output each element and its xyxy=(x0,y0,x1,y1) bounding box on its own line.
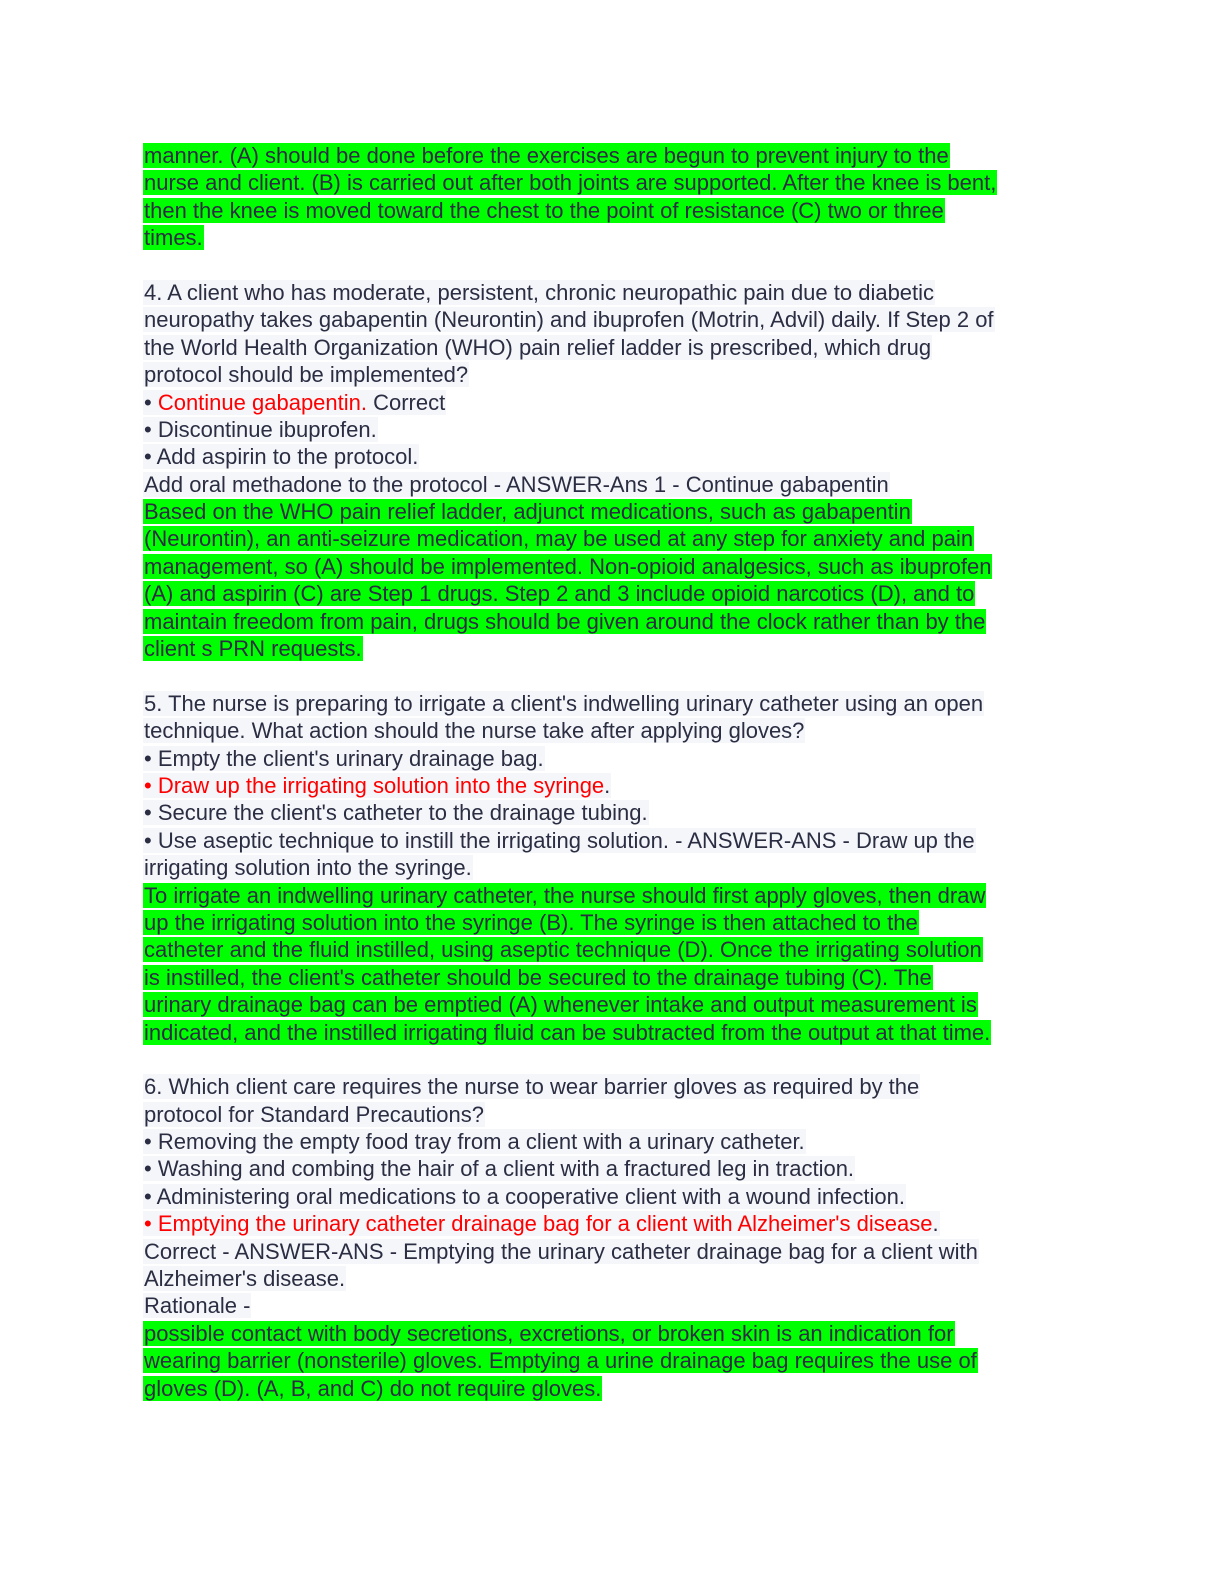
question-text: technique. What action should the nurse take after applying gloves? xyxy=(144,718,805,744)
rationale-line: maintain freedom from pain, drugs should be given around the clock rather than by the xyxy=(144,608,986,634)
rationale-line: wearing barrier (nonsterile) gloves. Emptying a urine drainage bag requires the use of xyxy=(144,1348,977,1374)
rationale-line: is instilled, the client's catheter should be secured to the drainage tubing (C). The xyxy=(144,964,932,990)
option: • Use aseptic technique to instill the irrigating solution. - ANSWER-ANS - Draw up the xyxy=(144,827,975,853)
correct-label: Correct xyxy=(367,389,446,415)
rationale-line: up the irrigating solution into the syringe (B). The syringe is then attached to the xyxy=(144,909,918,935)
question-text: 4. A client who has moderate, persistent, chronic neuropathic pain due to diabetic xyxy=(144,279,935,305)
rationale-line: indicated, and the instilled irrigating fluid can be subtracted from the output at that time. xyxy=(144,1019,991,1045)
answer-line: Correct - ANSWER-ANS - Emptying the urinary catheter drainage bag for a client with xyxy=(144,1238,978,1264)
rationale-label: Rationale - xyxy=(144,1293,251,1319)
rationale-line: then the knee is moved toward the chest to the point of resistance (C) two or three xyxy=(144,197,944,223)
rationale-line: nurse and client. (B) is carried out after both joints are supported. After the knee is bent, xyxy=(144,170,997,196)
option-period: . xyxy=(932,1211,939,1237)
answer-line: Add oral methadone to the protocol - ANSWER-Ans 1 - Continue gabapentin xyxy=(144,471,889,497)
rationale-line: possible contact with body secretions, excretions, or broken skin is an indication for xyxy=(144,1320,954,1346)
rationale-line: To irrigate an indwelling urinary catheter, the nurse should first apply gloves, then draw xyxy=(144,882,986,908)
option: • Empty the client's urinary drainage bag. xyxy=(144,745,544,771)
option: • Add aspirin to the protocol. xyxy=(144,444,419,470)
question-text: the World Health Organization (WHO) pain relief ladder is prescribed, which drug xyxy=(144,334,932,360)
answer-line: irrigating solution into the syringe. xyxy=(144,855,472,881)
rationale-line: manner. (A) should be done before the exercises are begun to prevent injury to the xyxy=(144,143,949,168)
option: • Washing and combing the hair of a client with a fractured leg in traction. xyxy=(144,1156,855,1182)
option-correct xyxy=(143,1211,940,1236)
question-text: neuropathy takes gabapentin (Neurontin) and ibuprofen (Motrin, Advil) daily. If Step 2 of xyxy=(144,307,994,333)
rationale-line: Based on the WHO pain relief ladder, adjunct medications, such as gabapentin xyxy=(144,499,911,525)
option-period: . xyxy=(604,772,611,798)
option: • Administering oral medications to a cooperative client with a wound infection. xyxy=(144,1183,905,1209)
option-correct xyxy=(143,390,446,415)
option: • Secure the client's catheter to the drainage tubing. xyxy=(144,800,648,826)
option: • Removing the empty food tray from a client with a urinary catheter. xyxy=(144,1129,805,1155)
rationale-line: urinary drainage bag can be emptied (A) whenever intake and output measurement is xyxy=(144,992,977,1018)
rationale-line: client s PRN requests. xyxy=(144,636,362,662)
option: • Discontinue ibuprofen. xyxy=(144,416,377,442)
correct-answer-text: Continue gabapentin. xyxy=(157,389,367,415)
rationale-line: (Neurontin), an anti-seizure medication, may be used at any step for anxiety and pain xyxy=(144,526,974,552)
option-bullet: • xyxy=(144,389,158,415)
rationale-line: (A) and aspirin (C) are Step 1 drugs. Step 2 and 3 include opioid narcotics (D), and to xyxy=(144,581,975,607)
correct-answer-text: • Draw up the irrigating solution into the syringe xyxy=(144,772,605,798)
rationale-line: gloves (D). (A, B, and C) do not require gloves. xyxy=(144,1375,602,1401)
question-5 xyxy=(143,690,1083,1046)
q3-rationale-continuation xyxy=(143,142,1083,252)
question-text: 6. Which client care requires the nurse to wear barrier gloves as required by the xyxy=(144,1074,920,1100)
question-text: protocol should be implemented? xyxy=(144,362,469,388)
correct-answer-text: • Emptying the urinary catheter drainage bag for a client with Alzheimer's disease xyxy=(144,1211,933,1237)
rationale-line: management, so (A) should be implemented. Non-opioid analgesics, such as ibuprofen xyxy=(144,553,992,579)
document-page xyxy=(143,142,1083,1402)
answer-line: Alzheimer's disease. xyxy=(144,1266,346,1292)
question-4 xyxy=(143,279,1083,662)
rationale-line: times. xyxy=(144,225,203,251)
question-text: 5. The nurse is preparing to irrigate a client's indwelling urinary catheter using an open xyxy=(144,690,984,716)
rationale-line: catheter and the fluid instilled, using aseptic technique (D). Once the irrigating solution xyxy=(144,937,982,963)
question-text: protocol for Standard Precautions? xyxy=(144,1101,484,1127)
option-correct xyxy=(143,773,611,798)
question-6 xyxy=(143,1073,1083,1402)
